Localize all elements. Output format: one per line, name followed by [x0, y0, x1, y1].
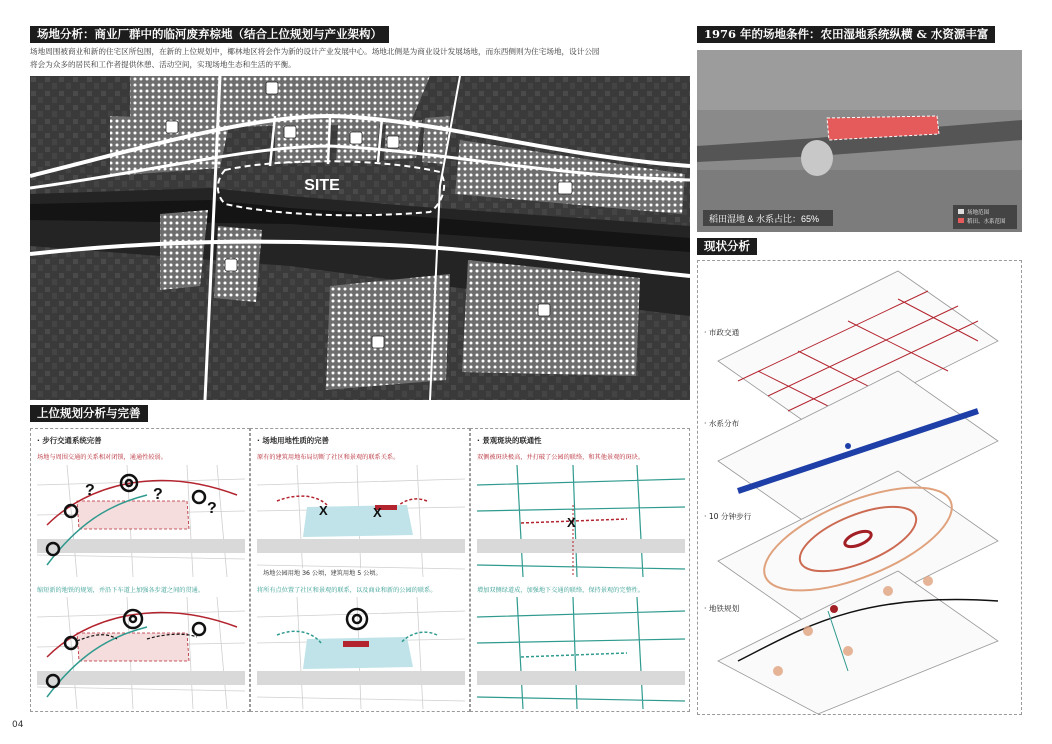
intro-line-1: 场地周围被商业和新的住宅区所包围，在新的上位规划中，椰林地区将会作为新的设计产业发展中心。场地北侧是为商业设计发展场地，而东西侧则为住宅场地，设计公园 — [30, 47, 600, 56]
svg-text:X: X — [567, 515, 576, 530]
connectivity-map-after — [477, 597, 685, 709]
history-legend-paddy: 稻田、水系范围 — [967, 219, 1006, 225]
land-use-map-after — [257, 597, 465, 709]
layer-label-traffic: · 市政交通 — [704, 328, 740, 337]
parcel — [462, 260, 640, 376]
layer-label-water: · 水系分布 — [704, 419, 740, 428]
panel-solution: 将所有点位置了社区和景观的联系，以及商业和新的公园的联系。 — [257, 587, 437, 594]
history-title: 1976 年的场地条件：农田湿地系统纵横 & 水资源丰富 — [697, 26, 995, 43]
panel-problem: 场地与周围交通的关系相对闭锁，通通性较弱。 — [37, 454, 167, 461]
aerial-site-map — [30, 76, 690, 400]
panel-title: · 步行交通系统完善 — [37, 436, 102, 445]
panel-title: · 景观斑块的联通性 — [477, 436, 542, 445]
walking-map-before — [37, 465, 245, 577]
svg-text:X: X — [373, 505, 382, 520]
page-number: 04 — [12, 720, 24, 730]
parcel — [160, 210, 208, 290]
historic-aerial-photo — [697, 50, 1022, 232]
svg-text:?: ? — [207, 500, 217, 517]
parcel — [275, 124, 330, 164]
parcel — [214, 226, 262, 302]
site-analysis-title: 场地分析：商业厂群中的临河废弃棕地（结合上位规划与产业架构） — [30, 26, 389, 43]
upper-plan-title: 上位规划分析与完善 — [30, 405, 148, 422]
panel-note: 场地公园用地 36 公顷，建筑用地 5 公顷。 — [263, 570, 382, 577]
connectivity-map-before — [477, 465, 685, 577]
panel-problem: 原有的建筑用地布局切断了社区和景观的联系关系。 — [257, 454, 400, 461]
site-label: SITE — [304, 177, 340, 194]
history-ratio: 稻田湿地 & 水系占比：65% — [709, 214, 820, 224]
panel-walking-system — [30, 428, 250, 712]
status-layers-panel — [697, 260, 1022, 715]
panel-solution: 缩短新的地铁的规划，并沿下车道上加强各步道之间的贯通。 — [37, 587, 205, 594]
walking-map-after — [37, 597, 245, 709]
land-use-map-before — [257, 465, 465, 577]
panel-landscape-connectivity — [470, 428, 690, 712]
svg-text:X: X — [319, 503, 328, 518]
panel-problem: 双侧被斑块极高，并打破了公园的联络，和其他景观的斑块。 — [477, 454, 645, 461]
panel-land-use — [250, 428, 470, 712]
site-analysis-intro — [30, 46, 690, 71]
svg-text:?: ? — [85, 482, 95, 499]
svg-text:?: ? — [153, 486, 163, 503]
panel-solution: 增加双侧绿道成，加强地下交通的联络，保持景观的完整性。 — [477, 587, 645, 594]
panel-title: · 场地用地性质的完善 — [257, 436, 329, 445]
layer-stack — [698, 261, 1021, 714]
intro-line-2: 将会为众多的居民和工作者提供休憩、活动空间，实现场地生态和生活的平衡。 — [30, 59, 296, 69]
history-legend-site: 场地范围 — [967, 210, 990, 216]
layer-label-walking: · 10 分钟步行 — [704, 512, 752, 521]
status-analysis-title: 现状分析 — [697, 238, 757, 255]
layer-label-subway: · 地铁规划 — [704, 604, 740, 613]
